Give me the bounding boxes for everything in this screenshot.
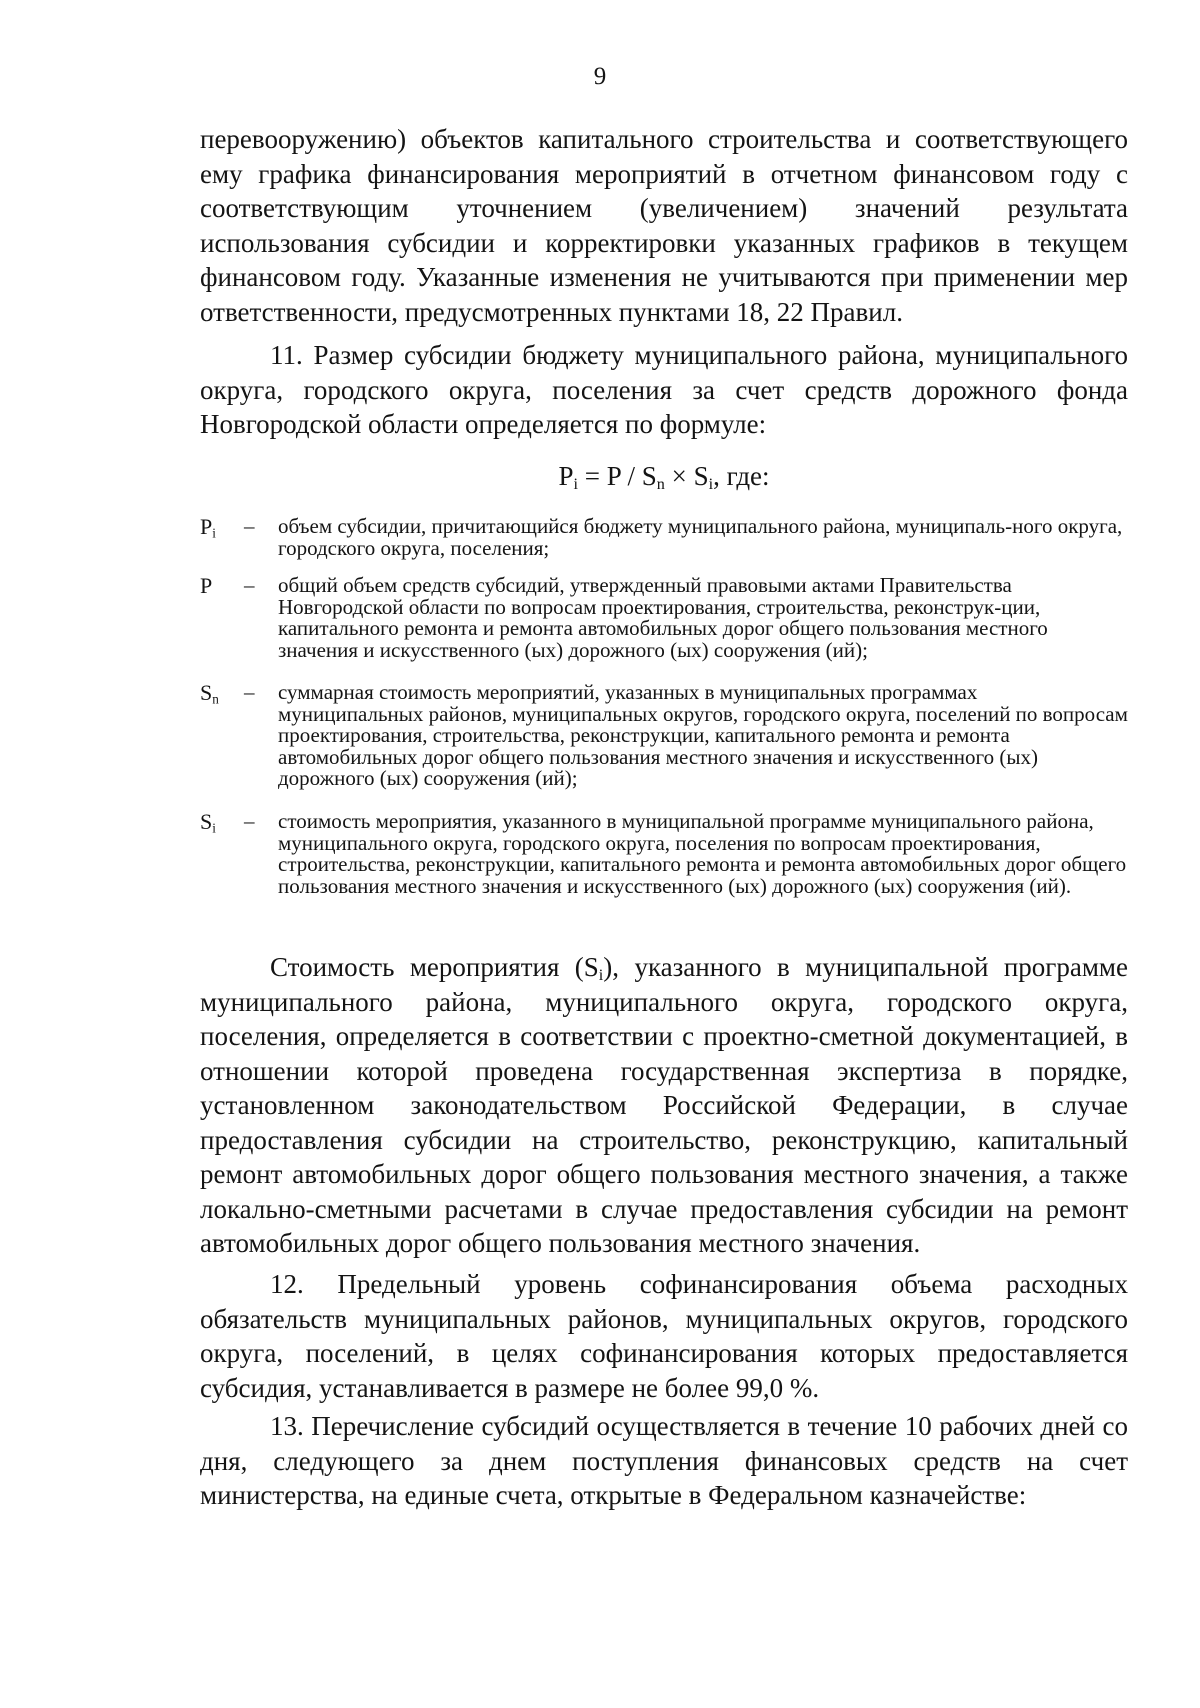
paragraph-cost-rest: ), указанного в муниципальной программе муниципального района, муниципального округа, городского округа, поселения, определяется в соответствии с проектно-сметной документацией, в отношении которой проведена государственная экспертиза в порядке, установленном законодательством Российской Федерации, в случае предоставления субсидии на строительство, реконструкцию, капитальный ремонт автомобильных дорог общего пользования местного значения, а также локально-сметными расчетами в случае предоставления субсидии на ремонт автомобильных дорог общего пользования местного значения. bbox=[200, 952, 1128, 1258]
paragraph-12: 12. Предельный уровень софинансирования объема расходных обязательств муниципальных районов, муниципальных округов, городского округа, поселений, в целях софинансирования которых предоставляется субсидия, устанавливается в размере не более 99,0 %. bbox=[200, 1269, 1128, 1403]
definition-text: объем субсидии, причитающийся бюджету муниципального района, муниципаль-ного округа, городского округа, поселения; bbox=[278, 514, 1123, 560]
definition-dash: – bbox=[244, 573, 255, 597]
formula-equals: = P / S bbox=[577, 461, 657, 491]
paragraph-11: 11. Размер субсидии бюджету муниципального района, муниципального округа, городского округа, поселения за счет средств дорожного фонда Новгородской области определяется по формуле: bbox=[200, 340, 1128, 439]
definition-dash: – bbox=[244, 680, 255, 704]
formula-p: P bbox=[558, 461, 574, 491]
formula-si-subscript: i bbox=[708, 475, 714, 494]
paragraph-intro: перевооружению) объектов капитального строительства и соответствующего ему графика финансирования мероприятий в отчетном финансовом году с соответствующим уточнением (увеличением) значений результата использования субсидии и корректировки указанных графиков в текущем финансовом году. Указанные изменения не учитываются при применении мер ответственности, предусмотренных пунктами 18, 22 Правил. bbox=[200, 124, 1128, 327]
definition-dash: – bbox=[244, 514, 255, 538]
definition-text: суммарная стоимость мероприятий, указанных в муниципальных программах муниципальных районов, муниципальных округов, городского округа, поселений по вопросам проектирования, строительства, реконструкции, капитального ремонта и ремонта автомобильных дорог общего пользования местного значения и искусственного (ых) дорожного (ых) сооружения (ий); bbox=[278, 680, 1128, 790]
formula-times: × S bbox=[664, 461, 709, 491]
paragraph-cost bbox=[200, 950, 1128, 1261]
formula-tail: , где: bbox=[713, 461, 770, 491]
paragraph-cost-start: Стоимость мероприятия (S bbox=[270, 952, 599, 982]
formula bbox=[200, 459, 1128, 493]
definition-symbol: P bbox=[200, 573, 213, 598]
definition-symbol: $P_i$ bbox=[200, 514, 216, 541]
definition-dash: – bbox=[244, 809, 255, 833]
definition-symbol: $S_i$ bbox=[200, 809, 216, 836]
page-number: 9 bbox=[593, 63, 607, 90]
definition-symbol: $S_n$ bbox=[200, 680, 219, 707]
formula-sn-subscript: n bbox=[656, 475, 665, 494]
paragraph-13: 13. Перечисление субсидий осуществляется в течение 10 рабочих дней со дня, следующего за днем поступления финансовых средств на счет министерства, на единые счета, открытые в Федеральном казначействе: bbox=[200, 1411, 1128, 1510]
definition-text: общий объем средств субсидий, утвержденный правовыми актами Правительства Новгородской области по вопросам проектирования, строительства, реконструк-ции, капитального ремонта и ремонта автомобильных дорог общего пользования местного значения и искусственного (ых) дорожного (ых) сооружения (ий); bbox=[278, 573, 1048, 662]
paragraph-cost-subscript: i bbox=[598, 966, 604, 985]
formula-p-subscript: i bbox=[573, 475, 578, 494]
definition-text: стоимость мероприятия, указанного в муниципальной программе муниципального района, муниципального округа, городского округа, поселения по вопросам проектирования, строительства, реконструкции, капитального ремонта и ремонта автомобильных дорог общего пользования местного значения и искусственного (ых) дорожного (ых) сооружения (ий). bbox=[278, 809, 1127, 898]
